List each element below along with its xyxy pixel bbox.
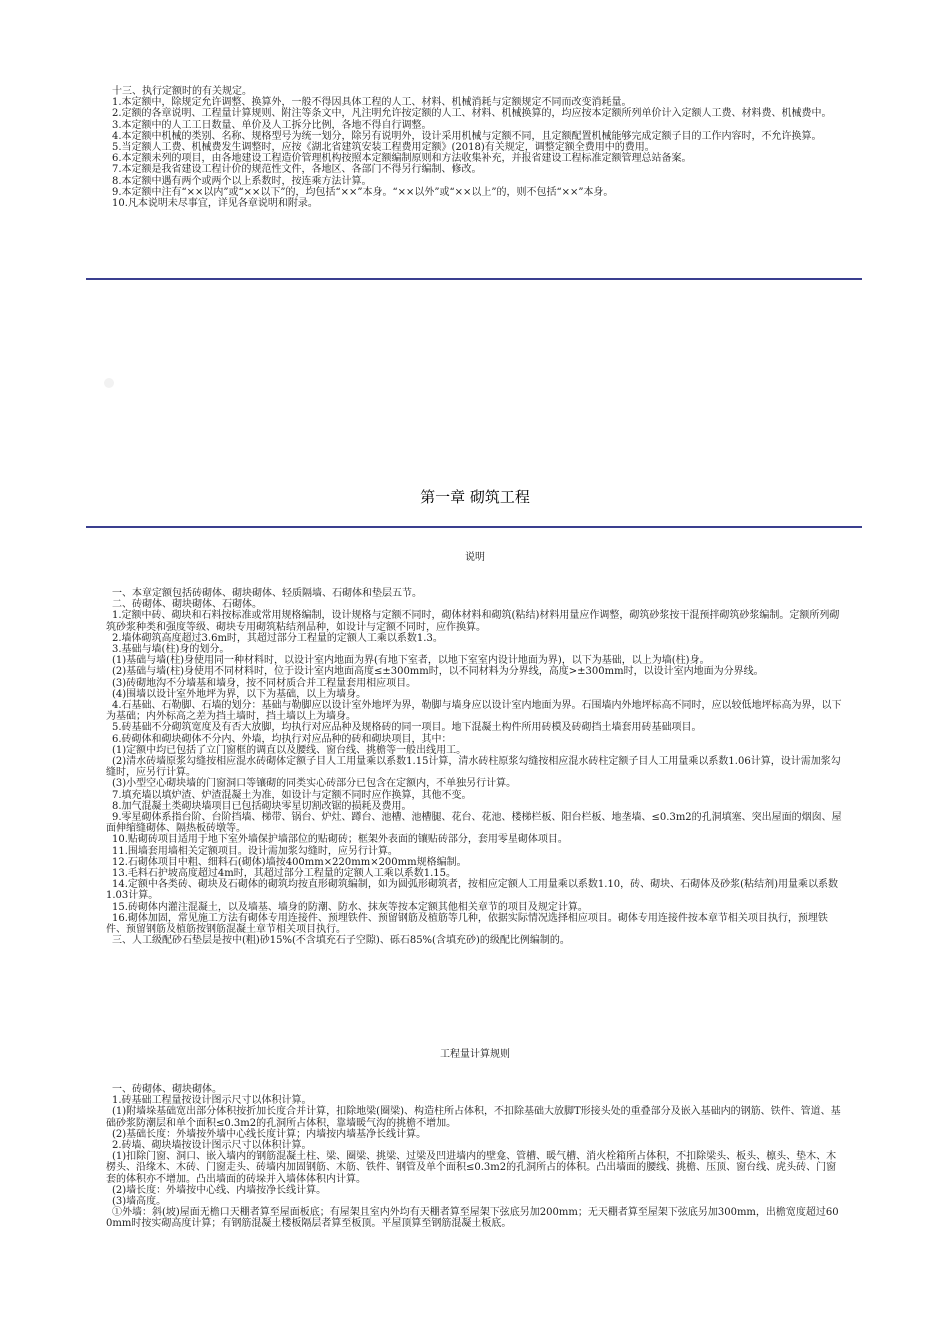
rules-block	[106, 1084, 842, 1230]
paragraph-line: 13.毛料石护坡高度超过4m时，其超过部分工程量的定额人工乘以系数1.15。	[112, 868, 457, 880]
paragraph-line: 5.砖基础不分砌筑宽度及有否大放脚，均执行对应品种及规格砖的同一项目。地下混凝土构件所用砖模及砖砌挡土墙套用砖基础项目。	[112, 722, 702, 734]
paragraph-line: 15.砖砌体内灌注混凝土，以及墙基、墙身的防潮、防水、抹灰等按本定额其他相关章节的项目及规定计算。	[112, 901, 588, 913]
paragraph-line: (3)小型空心砌块墙的门窗洞口等镶砌的同类实心砖部分已包含在定额内，不单独另行计算。	[112, 778, 517, 790]
rules-heading: 工程量计算规则	[440, 1049, 510, 1060]
paragraph-line: 3.基础与墙(柱)身的划分。	[112, 644, 230, 656]
paragraph-line: (4)围墙以设计室外地坪为界，以下为基础，以上为墙身。	[112, 688, 367, 700]
paragraph-line: 1.本定额中，除规定允许调整、换算外，一般不得因具体工程的人工、材料、机械消耗与定额规定不同而改变消耗量。	[112, 97, 632, 109]
paragraph-line: 16.砌体加固，常见施工方法有砌体专用连接件、预埋铁件、预留钢筋及植筋等几种，依据实际情况选择相应项目。砌体专用连接件按本章节相关项目执行，预埋铁件、预留钢筋及植筋按钢筋混凝土章节相关项目执行。	[106, 912, 828, 936]
paragraph-line: 6.本定额未列的项目，由各地建设工程造价管理机构按照本定额编制原则和方法收集补充，并报省建设工程标准定额管理总站备案。	[112, 153, 692, 165]
explanation-block	[106, 588, 842, 947]
paragraph-line: 9.本定额中注有“××以内”或“××以下”的，均包括“××”本身。“××以外”或“××以上”的，则不包括“××”本身。	[112, 186, 614, 198]
paragraph-line: (1)定额中均已包括了立门窗框的调直以及腰线、窗台线、挑檐等一般出线用工。	[112, 744, 467, 756]
paragraph-line: 4.石基础、石勒脚、石墙的划分：基础与勒脚应以设计室外地坪为界，勒脚与墙身应以设计室内地面为界。石围墙内外地坪标高不同时，应以较低地坪标高为界，以下为基础；内外标高之差为挡土墙时，挡土墙以上为墙身。	[106, 700, 842, 723]
paragraph-line: 8.加气混凝土类砌块墙项目已包括砌块零星切割改锯的损耗及费用。	[112, 800, 412, 812]
paragraph-line: 十三、执行定额时的有关规定。	[112, 86, 252, 97]
paragraph-line: 1.砖基础工程量按设计图示尺寸以体积计算。	[112, 1095, 312, 1107]
paragraph-line: 一、本章定额包括砖砌体、砌块砌体、轻质隔墙、石砌体和垫层五节。	[112, 588, 422, 599]
paragraph-line: 2.墙体砌筑高度超过3.6m时，其超过部分工程量的定额人工乘以系数1.3。	[112, 632, 443, 644]
paragraph-line: (1)扣除门窗、洞口、嵌入墙内的钢筋混凝土柱、梁、圈梁、挑梁、过梁及凹进墙内的壁龛、管槽、暖气槽、消火栓箱所占体积，不扣除梁头、板头、檩头、垫木、木楞头、沿缘木、木砖、门窗走头、砖墙内加固钢筋、木筋、铁件、钢管及单个面积≤0.3m2的孔洞所占的体积。凸出墙面的腰线、挑檐、压顶、窗台线、虎头砖、门窗套的体积亦不增加。凸出墙面的砖垛并入墙体体积内计算。	[106, 1151, 837, 1185]
paragraph-line: 12.石砌体项目中粗、细料石(砌体)墙按400mm×220mm×200mm规格编制。	[112, 856, 467, 868]
paragraph-line: 11.围墙套用墙相关定额项目。设计需加浆勾缝时，应另行计算。	[112, 845, 398, 857]
paragraph-line: (2)清水砖墙原浆勾缝按相应混水砖砌体定额子目人工用量乘以系数1.15计算，清水砖柱原浆勾缝按相应混水砖柱定额子目人工用量乘以系数1.06计算，设计需加浆勾缝时，应另行计算。	[106, 756, 841, 779]
paragraph-line: 5.当定额人工费、机械费发生调整时，应按《湖北省建筑安装工程费用定额》(2018)有关规定，调整定额全费用中的费用。	[112, 142, 655, 154]
paragraph-line: (1)基础与墙(柱)身使用同一种材料时，以设计室内地面为界(有地下室者，以地下室室内设计地面为界)，以下为基础，以上为墙(柱)身。	[112, 655, 710, 667]
paragraph-line: 2.定额的各章说明、工程量计算规则、附注等条文中，凡注明允许按定额的人工、材料、机械换算的，均应按本定额所列单价计入定额人工费、材料费、机械费中。	[112, 108, 832, 120]
paragraph-line: 10.凡本说明未尽事宜，详见各章说明和附录。	[112, 198, 318, 210]
paragraph-line: (3)砖砌地沟不分墙基和墙身，按不同材质合并工程量套用相应项目。	[112, 677, 417, 689]
scan-mark	[104, 378, 114, 388]
paragraph-line: 10.贴砌砖项目适用于地下室外墙保护墙部位的贴砌砖；框架外表面的镶贴砖部分，套用零星砌体项目。	[112, 834, 568, 846]
explanation-heading: 说明	[465, 552, 485, 563]
paragraph-line: ①外墙：斜(坡)屋面无檐口天棚者算至屋面板底；有屋架且室内外均有天棚者算至屋架下弦底另加200mm；无天棚者算至屋架下弦底另加300mm，出檐宽度超过600mm时按实砌高度计算；有钢筋混凝土楼板隔层者算至板顶。平屋顶算至钢筋混凝土板底。	[106, 1207, 839, 1230]
paragraph-line: 一、砖砌体、砌块砌体。	[112, 1084, 222, 1095]
chapter-title: 第一章 砌筑工程	[420, 488, 530, 506]
paragraph-line: 三、人工级配砂石垫层是按中(粗)砂15%(不含填充石子空隙)、砾石85%(含填充砂)的级配比例编制的。	[112, 935, 570, 947]
paragraph-line: 7.填充墙以填炉渣、炉渣混凝土为准，如设计与定额不同时应作换算，其他不变。	[112, 789, 472, 801]
paragraph-line: 14.定额中各类砖、砌块及石砌体的砌筑均按直形砌筑编制，如为圆弧形砌筑者，按相应定额人工用量乘以系数1.10，砖、砌块、石砌体及砂浆(粘结剂)用量乘以系数1.03计算。	[106, 879, 838, 902]
paragraph-line: (3)墙高度。	[112, 1196, 167, 1208]
paragraph-line: (2)基础长度：外墙按外墙中心线长度计算；内墙按内墙基净长线计算。	[112, 1128, 427, 1140]
section13-block	[106, 86, 842, 209]
paragraph-line: 9.零星砌体系指台阶、台阶挡墙、梯带、锅台、炉灶、蹲台、池槽、池槽腿、花台、花池、楼梯栏板、阳台栏板、地垄墙、≤0.3m2的孔洞填塞、突出屋面的烟囱、屋面伸缩缝砌体、隔热板砖墩等。	[106, 812, 842, 835]
divider-top	[86, 278, 862, 280]
paragraph-line: 1.定额中砖、砌块和石料按标准或常用规格编制，设计规格与定额不同时，砌体材料和砌筑(粘结)材料用量应作调整，砌筑砂浆按干混预拌砌筑砂浆编制。定额所列砌筑砂浆种类和强度等级、砌块专用砌筑粘结剂品种，如设计与定额不同时，应作换算。	[106, 610, 840, 633]
paragraph-line: (2)墙长度：外墙按中心线、内墙按净长线计算。	[112, 1184, 327, 1196]
paragraph-line: 3.本定额中的人工工日数量、单价及人工拆分比例，各地不得自行调整。	[112, 119, 432, 131]
paragraph-line: 4.本定额中机械的类别、名称、规格型号为统一划分，除另有说明外，设计采用机械与定额不同，且定额配置机械能够完成定额子目的工作内容时，不允许换算。	[112, 130, 822, 142]
paragraph-line: 2.砖墙、砌块墙按设计图示尺寸以体积计算。	[112, 1140, 312, 1152]
paragraph-line: 二、砖砌体、砌块砌体、石砌体。	[112, 599, 262, 611]
paragraph-line: 6.砖砌体和砌块砌体不分内、外墙，均执行对应品种的砖和砌块项目，其中：	[112, 733, 452, 745]
paragraph-line: (1)附墙垛基础宽出部分体积按折加长度合并计算，扣除地梁(圈梁)、构造柱所占体积，不扣除基础大放脚T形接头处的重叠部分及嵌入基础内的钢筋、铁件、管道、基础砂浆防潮层和单个面积≤0.3m2的孔洞所占体积，靠墙暖气沟的挑檐不增加。	[106, 1106, 841, 1129]
divider-chapter	[86, 526, 862, 528]
paragraph-line: 7.本定额是我省建设工程计价的规范性文件，各地区、各部门不得另行编制、修改。	[112, 164, 482, 176]
paragraph-line: 8.本定额中遇有两个或两个以上系数时，按连乘方法计算。	[112, 175, 372, 187]
paragraph-line: (2)基础与墙(柱)身使用不同材料时，位于设计室内地面高度≤±300mm时，以不同材料为分界线，高度>±300mm时，以设计室内地面为分界线。	[112, 666, 764, 678]
